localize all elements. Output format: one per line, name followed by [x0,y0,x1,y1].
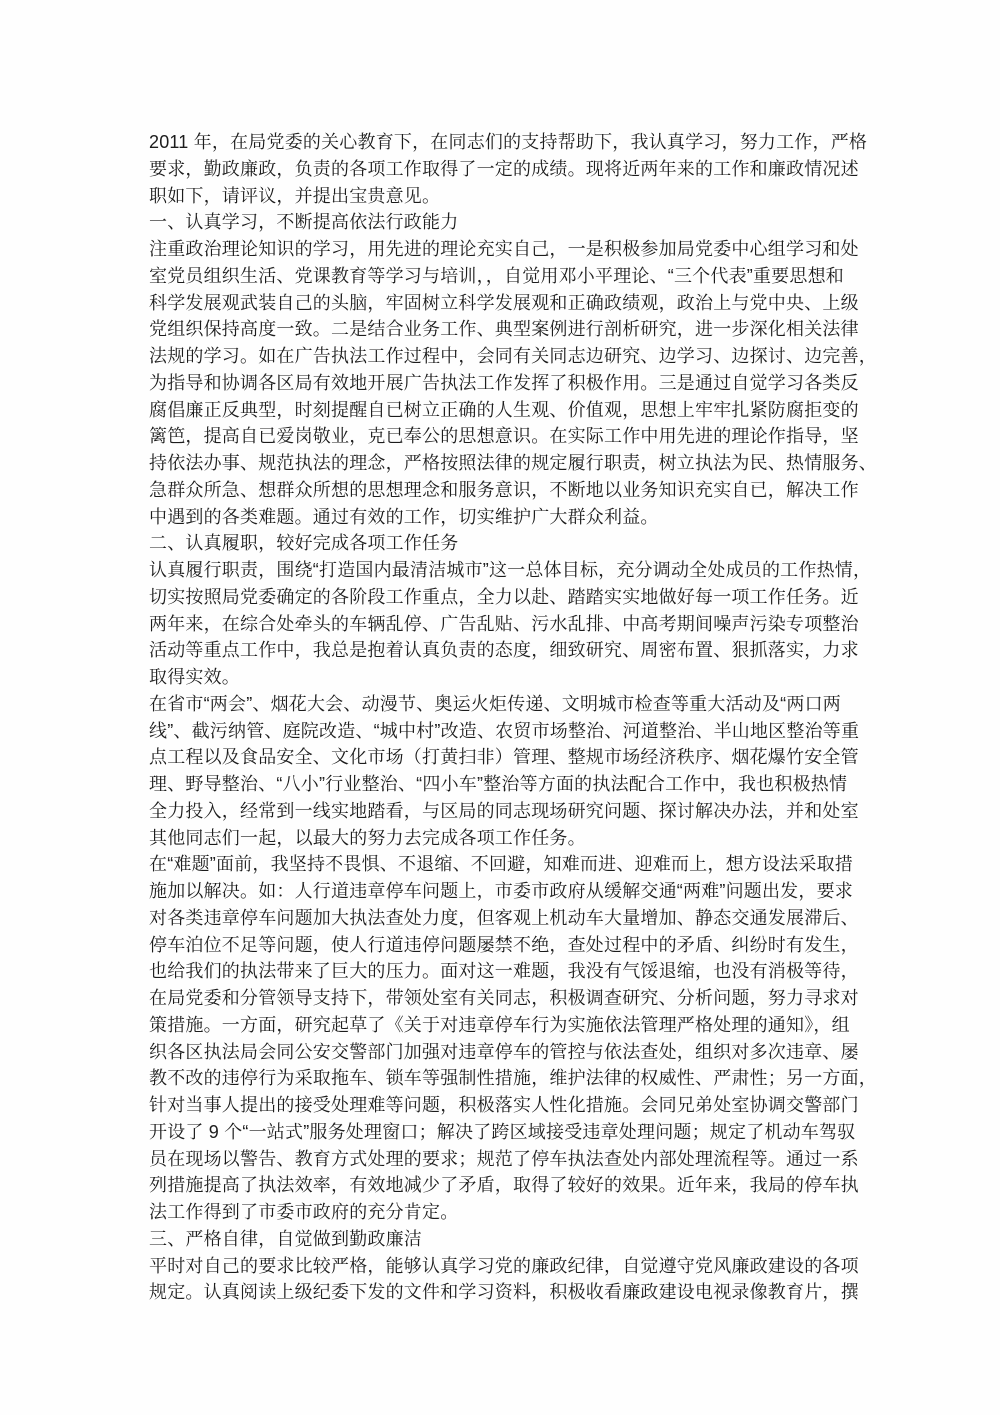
text-line: 也给我们的执法带来了巨大的压力。面对这一难题，我没有气馁退缩，也没有消极等待， [149,961,859,982]
text-line: 2011 年，在局党委的关心教育下，在同志们的支持帮助下，我认真学习，努力工作，严格 [149,132,868,152]
text-line: 活动等重点工作中，我总是抱着认真负责的态度，细致研究、周密布置、狠抓落实，力求 [149,640,859,661]
text-line: 法规的学习。如在广告执法工作过程中，会同有关同志边研究、边学习、边探讨、边完善， [149,346,877,366]
text-line: 教不改的违停行为采取拖车、锁车等强制性措施，维护法律的权威性、严肃性；另一方面， [149,1068,877,1089]
text-line: 取得实效。 [149,667,240,687]
text-line: 规定。认真阅读上级纪委下发的文件和学习资料，积极收看廉政建设电视录像教育片，撰 [149,1282,859,1303]
text-line: 两年来，在综合处牵头的车辆乱停、广告乱贴、污水乱排、中高考期间噪声污染专项整治 [149,613,859,634]
text-line: 策措施。一方面，研究起草了《关于对违章停车行为实施依法管理严格处理的通知》，组 [149,1014,850,1035]
text-line: 在省市“两会”、烟花大会、动漫节、奥运火炬传递、文明城市检查等重大活动及“两口两 [149,693,841,714]
text-line: 法工作得到了市委市政府的充分肯定。 [149,1202,459,1222]
text-line: 理、野导整治、“八小”行业整治、“四小车”整治等方面的执法配合工作中，我也积极热情 [149,774,848,794]
section-2-heading: 二、认真履职，较好完成各项工作任务 [149,533,459,554]
text-line: 腐倡廉正反典型，时刻提醒自已树立正确的人生观、价值观，思想上牢牢扎紧防腐拒变的 [149,399,859,420]
text-line: 织各区执法局会同公安交警部门加强对违章停车的管控与依法查处，组织对多次违章、屡 [149,1041,859,1062]
text-line: 急群众所急、想群众所想的思想理念和服务意识，不断地以业务知识充实自已，解决工作 [149,479,859,500]
text-line: 职如下，请评议，并提出宝贵意见。 [149,185,441,206]
text-line: 在局党委和分管领导支持下，带领处室有关同志，积极调查研究、分析问题，努力寻求对 [149,988,859,1008]
text-line: 在“难题”面前，我坚持不畏惧、不退缩、不回避，知难而进、迎难而上，想方设法采取措 [149,854,853,875]
text-line: 科学发展观武装自己的头脑，牢固树立科学发展观和正确政绩观，政治上与党中央、上级 [149,292,859,313]
text-line: 其他同志们一起，以最大的努力去完成各项工作任务。 [149,827,586,848]
text-line: 开设了 9 个“一站式”服务处理窗口；解决了跨区域接受违章处理问题；规定了机动车驾驭 [149,1121,856,1142]
text-line: 列措施提高了执法效率，有效地减少了矛盾，取得了较好的效果。近年来，我局的停车执 [149,1175,859,1196]
text-line: 全力投入，经常到一线实地踏看，与区局的同志现场研究问题、探讨解决办法，并和处室 [149,800,859,821]
text-line: 注重政治理论知识的学习，用先进的理论充实自己，一是积极参加局党委中心组学习和处 [149,239,859,259]
text-line: 篱笆，提高自已爱岗敬业，克已奉公的思想意识。在实际工作中用先进的理论作指导，坚 [149,426,859,447]
text-line: 中遇到的各类难题。通过有效的工作，切实维护广大群众利益。 [149,506,659,527]
text-line: 线”、截污纳管、庭院改造、“城中村”改造、农贸市场整治、河道整治、半山地区整治等重 [149,720,860,741]
text-line: 为指导和协调各区局有效地开展广告执法工作发挥了积极作用。三是通过自觉学习各类反 [149,372,859,393]
text-line: 党组织保持高度一致。二是结合业务工作、典型案例进行剖析研究，进一步深化相关法律 [149,319,859,340]
section-3-heading: 三、严格自律，自觉做到勤政廉洁 [149,1228,422,1249]
text-line: 持依法办事、规范执法的理念，严格按照法律的规定履行职责，树立执法为民、热情服务、 [149,453,877,473]
text-line: 员在现场以警告、教育方式处理的要求；规范了停车执法查处内部处理流程等。通过一系 [149,1148,859,1169]
text-line: 对各类违章停车问题加大执法查处力度，但客观上机动车大量增加、静态交通发展滞后、 [149,907,859,928]
text-line: 认真履行职责，围绕“打造国内最清洁城市”这一总体目标，充分调动全处成员的工作热情， [149,560,872,580]
text-line: 切实按照局党委确定的各阶段工作重点，全力以赴、踏踏实实地做好每一项工作任务。近 [149,586,859,607]
text-line: 施加以解决。如：人行道违章停车问题上，市委市政府从缓解交通“两难”问题出发，要求 [149,881,853,901]
section-1-heading: 一、认真学习，不断提高依法行政能力 [149,212,459,233]
text-line: 停车泊位不足等问题，使人行道违停问题屡禁不绝，查处过程中的矛盾、纠纷时有发生， [149,934,859,955]
text-line: 针对当事人提出的接受处理难等问题，积极落实人性化措施。会同兄弟处室协调交警部门 [149,1095,859,1115]
document-body [149,129,877,1306]
text-line: 平时对自己的要求比较严格，能够认真学习党的廉政纪律，自觉遵守党风廉政建设的各项 [149,1255,859,1276]
text-line: 点工程以及食品安全、文化市场（打黄扫非）管理、整规市场经济秩序、烟花爆竹安全管 [149,747,859,768]
text-line: 要求，勤政廉政，负责的各项工作取得了一定的成绩。现将近两年来的工作和廉政情况述 [149,158,859,179]
text-line: 室党员组织生活、党课教育等学习与培训，，自觉用邓小平理论、“三个代表”重要思想和 [149,265,844,286]
